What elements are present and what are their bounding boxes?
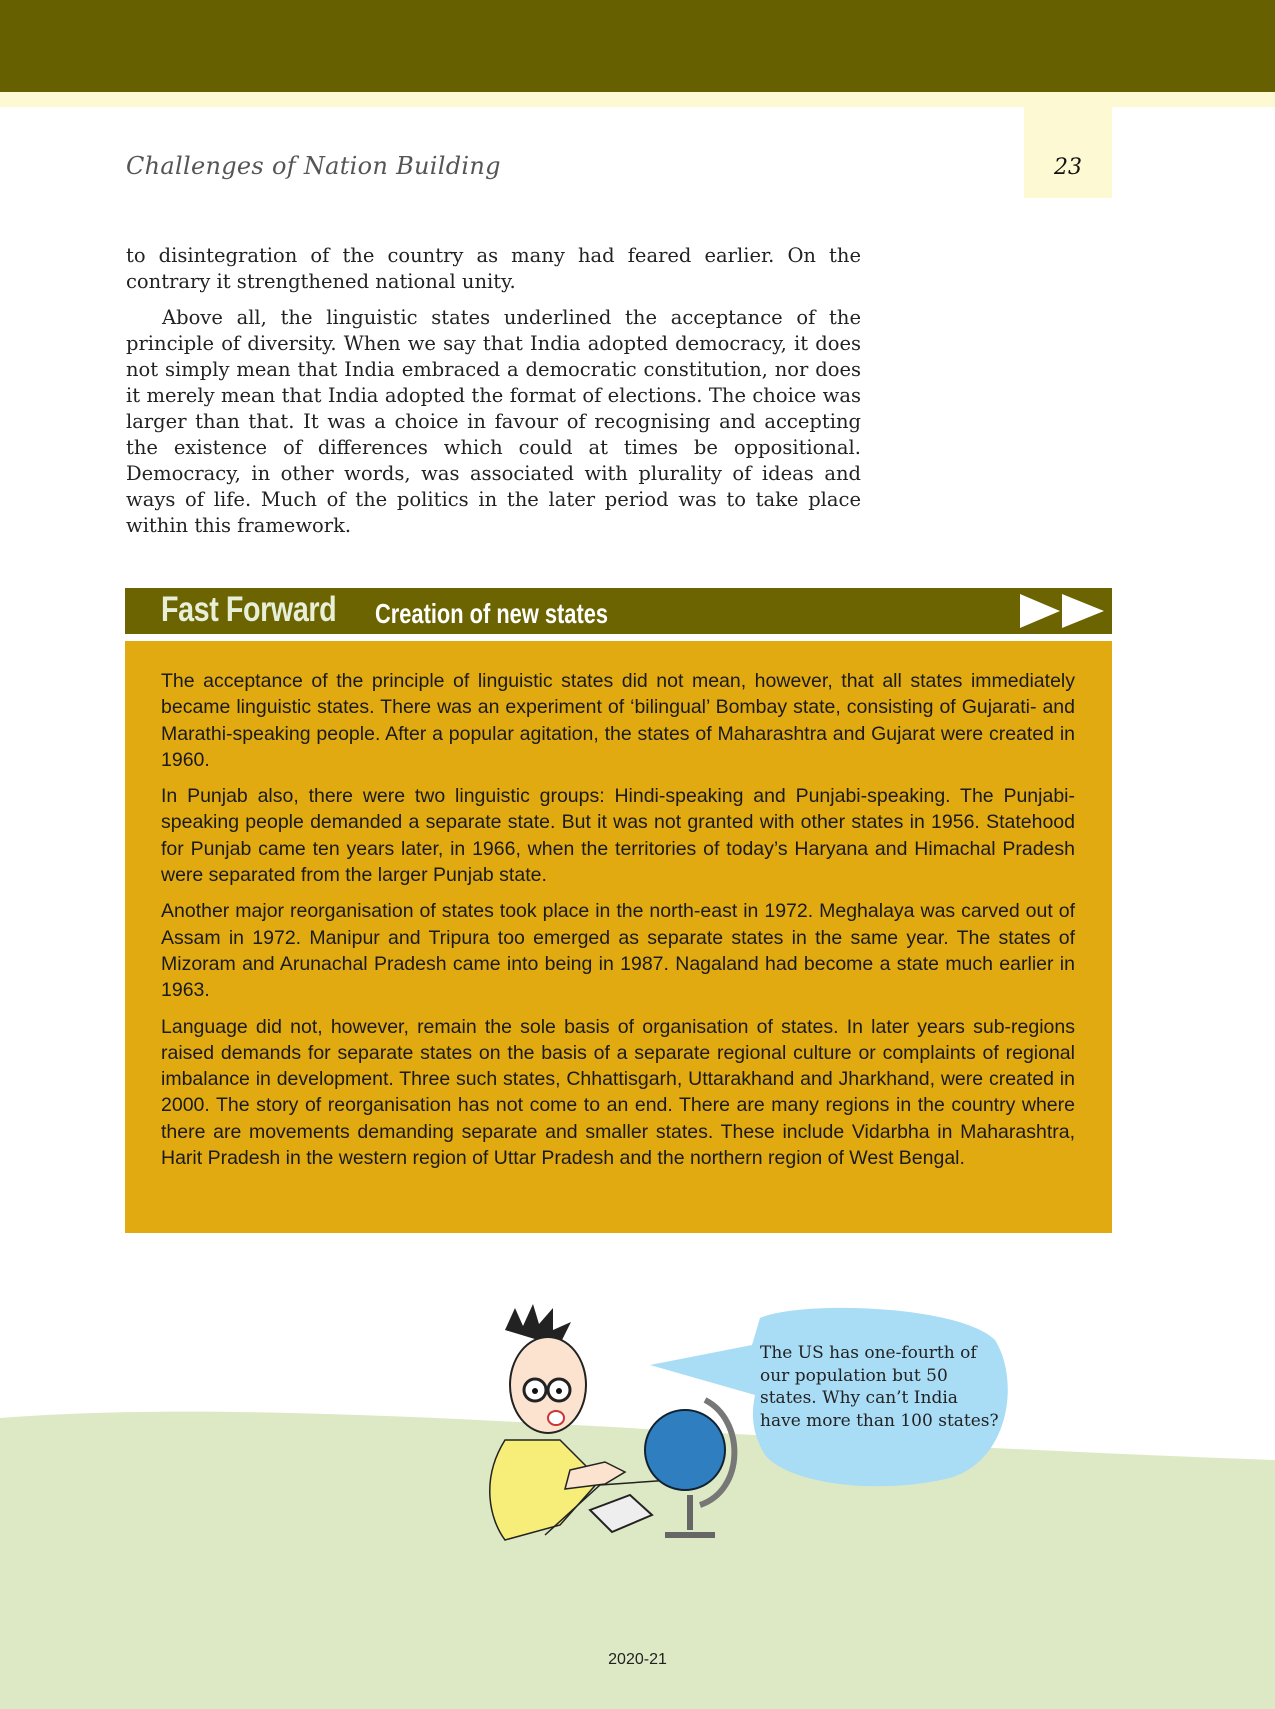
- fast-forward-title: Creation of new states: [375, 598, 609, 629]
- fast-forward-text: [161, 668, 1075, 1181]
- paragraph: to disintegration of the country as many had feared earlier. On the contrary it strengthened national unity.: [126, 244, 861, 293]
- paragraph: In Punjab also, there were two linguistic groups: Hindi-speaking and Punjabi-speaking. The Punjabi-speaking people demanded a separate state. But it was not granted with other states in 1956. Statehood for Punjab came ten years later, in 1966, when the territories of today’s Haryana and Himachal Pradesh were separated from the larger Punjab state.: [161, 785, 1075, 887]
- running-title: Challenges of Nation Building: [126, 152, 501, 180]
- footer-year: 2020-21: [608, 1651, 667, 1668]
- paragraph: The acceptance of the principle of linguistic states did not mean, however, that all states immediately became linguistic states. There was an experiment of ‘bilingual’ Bombay state, consisting of Gujarati- and Marathi-speaking people. After a popular agitation, the states of Maharashtra and Gujarat were created in 1960.: [161, 670, 1075, 771]
- paragraph: Language did not, however, remain the sole basis of organisation of states. In later years sub-regions raised demands for separate states on the basis of a separate regional culture or complaints of regional imbalance in development. Three such states, Chhattisgarh, Uttarakhand and Jharkhand, were created in 2000. The story of reorganisation has not come to an end. There are many regions in the country where there are movements demanding separate and smaller states. These include Vidarbha in Maharashtra, Harit Pradesh in the western region of Uttar Pradesh and the northern region of West Bengal.: [161, 1015, 1075, 1170]
- page-number: 23: [1054, 155, 1082, 180]
- speech-bubble-text: The US has one-fourth of our population but 50 states. Why can’t India have more than 100 states?: [760, 1343, 999, 1431]
- fast-forward-banner: [125, 588, 1112, 634]
- paragraph: Another major reorganisation of states took place in the north-east in 1972. Meghalaya was carved out of Assam in 1972. Manipur and Tripura too emerged as separate states in the same year. The states of Mizoram and Arunachal Pradesh came into being in 1987. Nagaland had become a state much earlier in 1963.: [161, 900, 1075, 1002]
- paragraph: Above all, the linguistic states underlined the acceptance of the principle of diversity. When we say that India adopted democracy, it does not simply mean that India embraced a democratic constitution, nor does it merely mean that India adopted the format of elections. The choice was larger than that. It was a choice in favour of recognising and accepting the existence of differences which could at times be oppositional. Democracy, in other words, was associated with plurality of ideas and ways of life. Much of the politics in the later period was to take place within this framework.: [126, 306, 861, 537]
- fast-forward-label: Fast Forward: [161, 590, 337, 629]
- fast-forward-icon: [1018, 592, 1108, 630]
